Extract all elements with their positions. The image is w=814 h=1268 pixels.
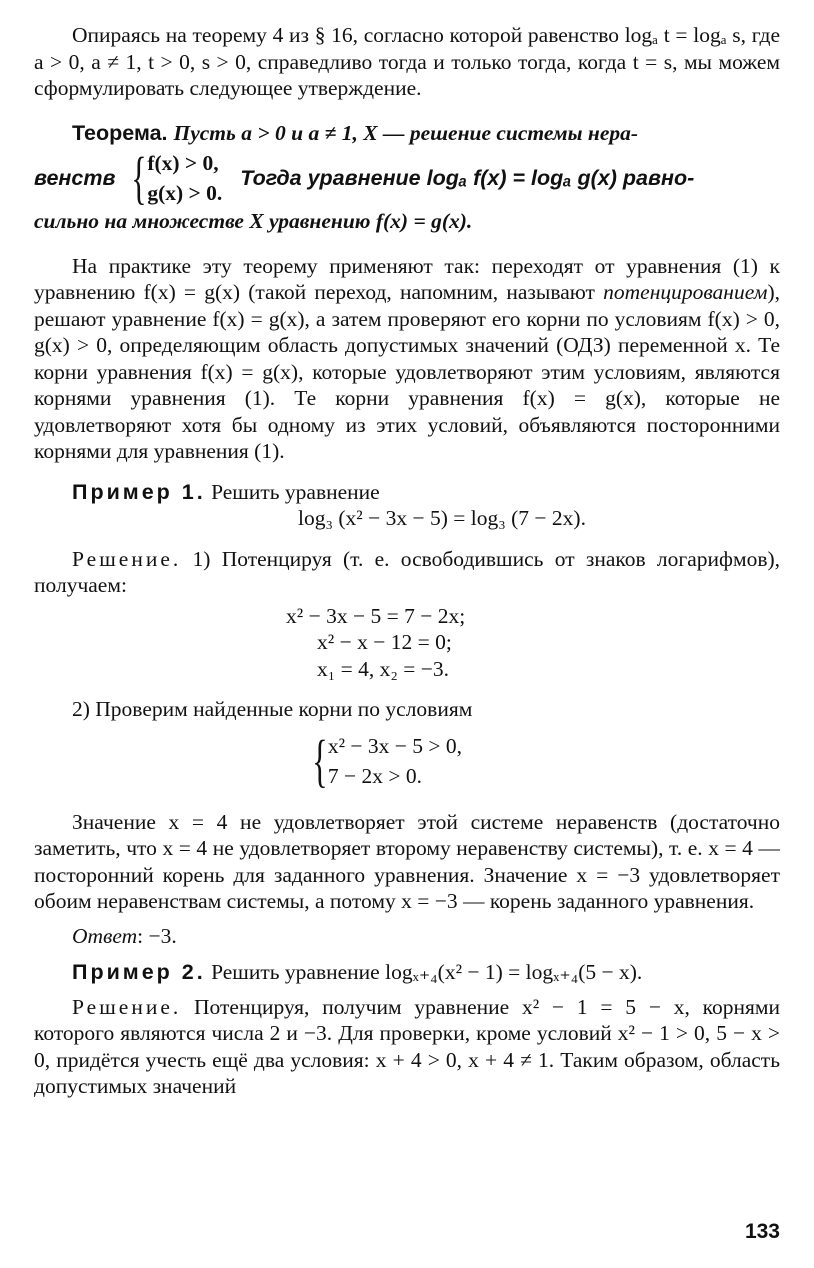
example-1-label: Пример 1.	[72, 479, 206, 504]
example-2-label: Пример 2.	[72, 960, 206, 984]
solution-2-label: Решение.	[72, 994, 182, 1019]
answer-label: Ответ	[72, 923, 138, 948]
solution-1-label: Решение.	[72, 546, 182, 571]
theorem-system-row	[34, 145, 780, 210]
theorem-block	[34, 120, 780, 235]
example-1: Пример 1. Решить уравнение	[72, 479, 380, 504]
check-system: { x² − 3x − 5 > 0, 7 − 2x > 0.	[312, 727, 463, 793]
check-paragraph: 2) Проверим найденные корни по условиям	[72, 697, 473, 721]
value-paragraph: Значение x = 4 не удовлетворяет этой системе неравенств (достаточно заметить, что x = 4 не удовлетворяет второму неравенству системы), т. е. x = 4 — посторонний корень для заданного уравнения. Значение x = −3 удовлетворяет обоим неравенствам системы, а потому x = −3 — корень заданного уравнения.	[34, 809, 780, 913]
theorem-statement-2: Тогда уравнение logₐ f(x) = logₐ g(x) равно-	[240, 165, 695, 190]
theorem-statement-3: сильно на множестве X уравнению f(x) = g(x).	[34, 209, 473, 233]
example-1-equation: log₃ (x² − 3x − 5) = log₃ (7 − 2x).	[298, 506, 586, 530]
theorem-word: венств	[34, 165, 116, 190]
answer-value: : −3.	[137, 923, 177, 948]
example-2: Пример 2. Решить уравнение logₓ₊₄(x² − 1) = logₓ₊₄(5 − x).	[72, 960, 643, 984]
left-brace-icon: {	[131, 145, 148, 210]
solution-2: Решение. Потенцируя, получим уравнение x² − 1 = 5 − x, корнями которого являются числа 2 и −3. Для проверки, кроме условий x² − 1 > 0, 5 − x > 0, придётся учесть ещё два условия: x + 4 > 0, x + 4 ≠ 1. Таким образом, область допустимых значений	[34, 994, 780, 1098]
solution-1: Решение. 1) Потенцируя (т. е. освободившись от знаков логарифмов), получаем:	[34, 546, 780, 597]
theorem-system: f(x) > 0, g(x) > 0.	[147, 151, 223, 205]
practice-paragraph: На практике эту теорему применяют так: переходят от уравнения (1) к уравнению f(x) = g(x) (такой переход, напомним, называют потенцированием), решают уравнение f(x) = g(x), а затем проверяют его корни по условиям f(x) > 0, g(x) > 0, определяющим область допустимых значений (ОДЗ) переменной x. Те корни уравнения f(x) = g(x), которые удовлетворяют этим условиям, являются корнями уравнения (1). Те корни уравнения f(x) = g(x), которые не удовлетворяют хотя бы одному из этих условий, объявляются посторонними корнями для уравнения (1).	[34, 253, 780, 463]
left-brace-icon: {	[312, 727, 328, 793]
intro-paragraph: Опираясь на теорему 4 из § 16, согласно которой равенство logₐ t = logₐ s, где a > 0, a ≠ 1, t > 0, s > 0, справедливо тогда и только тогда, когда t = s, мы можем сформулировать следующее утверждение.	[34, 23, 780, 100]
answer-line	[34, 923, 780, 950]
theorem-label: Теорема.	[72, 120, 168, 145]
term-potentiation: потенцированием	[603, 280, 768, 304]
theorem-statement-1: Пусть a > 0 и a ≠ 1, X — решение системы нера-	[173, 120, 639, 145]
page-number: 133	[744, 1220, 780, 1243]
solution-1-equations: x² − 3x − 5 = 7 − 2x; x² − x − 12 = 0; x₁ = 4, x₂ = −3.	[286, 603, 466, 681]
